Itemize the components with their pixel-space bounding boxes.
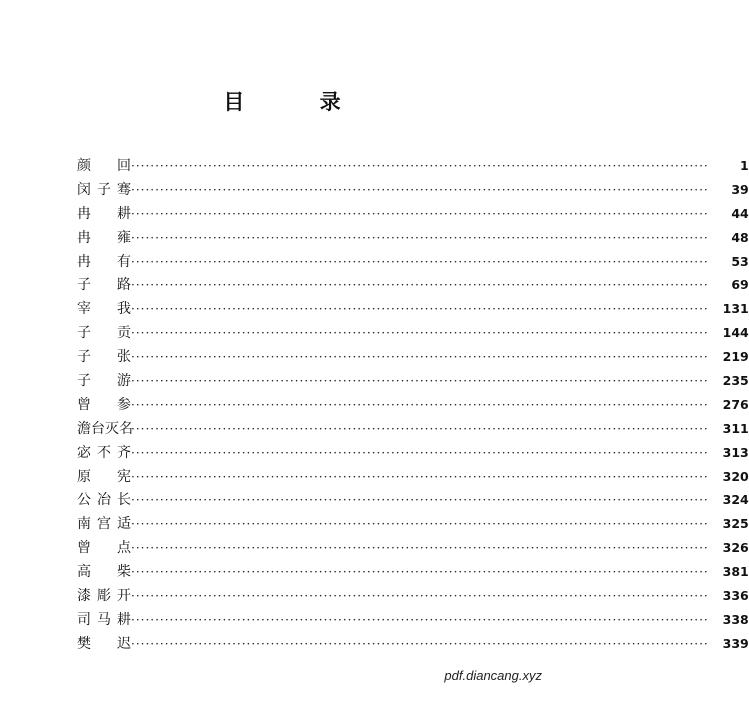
- table-of-contents: [77, 154, 749, 656]
- dot-leader: ························································································································: [131, 517, 709, 532]
- dot-leader: ························································································································: [131, 302, 709, 317]
- toc-entry-page: 381: [722, 564, 749, 580]
- dot-leader: ························································································································: [131, 374, 709, 389]
- toc-entry-page: 48: [731, 229, 749, 245]
- toc-entry-name-char: 点: [117, 540, 131, 557]
- toc-entry: [77, 273, 749, 297]
- toc-entry-name: [77, 609, 131, 633]
- toc-entry-name: [77, 561, 131, 585]
- dot-leader: ························································································································: [131, 397, 709, 412]
- toc-entry: [77, 512, 749, 536]
- toc-entry: [77, 417, 749, 441]
- toc-entry-name-char: 曾: [77, 540, 91, 557]
- toc-entry: [77, 202, 749, 226]
- dot-leader: ························································································································: [131, 493, 709, 508]
- toc-entry-page: 69: [731, 277, 749, 293]
- dot-leader: ························································································································: [131, 182, 709, 197]
- toc-entry-name: [77, 179, 131, 203]
- toc-entry-page: 313: [722, 444, 749, 460]
- toc-entry-name-char: 宪: [117, 468, 131, 485]
- toc-entry: [77, 178, 749, 202]
- toc-entry-name: [77, 346, 131, 370]
- toc-entry-name: [77, 489, 131, 513]
- toc-entry-page: 44: [731, 205, 749, 221]
- toc-entry-name-char: 回: [117, 158, 131, 174]
- toc-entry-page: 276: [722, 396, 749, 412]
- toc-entry-name-char: 漆: [77, 588, 91, 605]
- dot-leader: ························································································································: [131, 206, 709, 221]
- toc-entry: [77, 321, 749, 345]
- toc-entry-name: [77, 370, 131, 394]
- toc-entry-name-char: 长: [117, 492, 131, 509]
- toc-entry: [77, 488, 749, 512]
- dot-leader: ························································································································: [131, 421, 709, 436]
- toc-entry-name-char: 颜: [77, 158, 91, 174]
- toc-entry-name-char: 南: [77, 516, 91, 533]
- toc-entry-name-char: 宓: [77, 444, 91, 461]
- toc-entry-name-char: 有: [117, 253, 131, 270]
- toc-entry: [77, 536, 749, 560]
- toc-entry-page: 325: [722, 516, 749, 532]
- toc-entry: [77, 632, 749, 656]
- dot-leader: ························································································································: [131, 469, 709, 484]
- toc-entry-name: [77, 585, 131, 609]
- toc-entry-name-char: 不: [97, 444, 111, 461]
- toc-entry-name: [77, 394, 131, 418]
- source-watermark: pdf.diancang.xyz: [444, 668, 542, 683]
- dot-leader: ························································································································: [131, 589, 709, 604]
- toc-entry-name-char: 雍: [117, 229, 131, 246]
- toc-entry-name-char: 冉: [77, 253, 91, 270]
- toc-entry-name: [77, 155, 131, 179]
- toc-entry-page: 39: [731, 181, 749, 197]
- dot-leader: ························································································································: [131, 541, 709, 556]
- toc-entry-name: [77, 633, 131, 657]
- toc-entry-page: 1: [740, 158, 749, 173]
- toc-entry-name-char: 齐: [117, 444, 131, 461]
- toc-entry-name: [77, 251, 131, 275]
- toc-entry-name-char: 路: [117, 277, 131, 294]
- toc-entry-name-char: 彫: [97, 588, 111, 605]
- toc-entry-name: [77, 298, 131, 322]
- toc-entry-page: 324: [722, 492, 749, 508]
- dot-leader: ························································································································: [131, 230, 709, 245]
- toc-entry-page: 336: [722, 588, 749, 604]
- toc-entry-name-char: 耕: [117, 205, 131, 222]
- toc-entry-name-char: 高: [77, 564, 91, 581]
- toc-entry-name-char: 子: [77, 373, 91, 390]
- toc-entry-name-char: 名: [119, 420, 133, 437]
- toc-entry: [77, 345, 749, 369]
- toc-entry-name: [77, 227, 131, 251]
- dot-leader: ························································································································: [131, 159, 709, 173]
- toc-entry-name-char: 子: [97, 181, 111, 198]
- toc-entry-name-char: 骞: [117, 181, 131, 198]
- toc-entry-page: 338: [722, 611, 749, 627]
- dot-leader: ························································································································: [131, 326, 709, 341]
- toc-entry-name-char: 宫: [97, 516, 111, 533]
- toc-entry-name-char: 冶: [97, 492, 111, 509]
- toc-entry: [77, 560, 749, 584]
- toc-entry-name-char: 我: [117, 301, 131, 318]
- toc-entry-name: [77, 418, 131, 442]
- toc-entry-name: [77, 442, 131, 466]
- toc-entry: [77, 154, 749, 178]
- toc-entry-name: [77, 203, 131, 227]
- toc-entry-name-char: 参: [117, 396, 131, 413]
- toc-entry-name-char: 耕: [117, 611, 131, 628]
- dot-leader: ························································································································: [131, 636, 709, 651]
- toc-entry-page: 320: [722, 468, 749, 484]
- dot-leader: ························································································································: [131, 612, 709, 627]
- toc-entry: [77, 608, 749, 632]
- toc-entry-page: 131: [722, 301, 749, 317]
- toc-entry-name: [77, 513, 131, 537]
- toc-entry: [77, 393, 749, 417]
- toc-entry: [77, 297, 749, 321]
- dot-leader: ························································································································: [131, 278, 709, 293]
- toc-entry-name-char: 台: [91, 420, 105, 437]
- toc-entry-page: 144: [722, 325, 749, 341]
- toc-entry-name-char: 子: [77, 349, 91, 366]
- toc-entry-name-char: 冉: [77, 205, 91, 222]
- toc-entry-name-char: 子: [77, 277, 91, 294]
- toc-entry-page: 219: [722, 349, 749, 365]
- toc-entry-name-char: 适: [117, 516, 131, 533]
- dot-leader: ························································································································: [131, 350, 709, 365]
- toc-entry-name-char: 开: [117, 588, 131, 605]
- toc-entry: [77, 250, 749, 274]
- page-title: 目 录: [223, 89, 375, 114]
- toc-entry-page: 339: [722, 635, 749, 651]
- toc-entry-name: [77, 537, 131, 561]
- toc-entry-page: 311: [722, 420, 749, 436]
- toc-entry-name-char: 冉: [77, 229, 91, 246]
- toc-entry-name-char: 贡: [117, 325, 131, 342]
- toc-entry-name-char: 迟: [117, 635, 131, 652]
- dot-leader: ························································································································: [131, 565, 709, 580]
- toc-entry-name-char: 游: [117, 373, 131, 390]
- toc-entry-name-char: 闵: [77, 181, 91, 198]
- dot-leader: ························································································································: [131, 254, 709, 269]
- toc-entry-name-char: 澹: [77, 420, 91, 437]
- toc-entry-name-char: 司: [77, 611, 91, 628]
- toc-entry: [77, 369, 749, 393]
- toc-entry-name-char: 灭: [105, 420, 119, 437]
- toc-entry-name-char: 宰: [77, 301, 91, 318]
- toc-entry-name-char: 子: [77, 325, 91, 342]
- toc-entry-name: [77, 466, 131, 490]
- toc-entry-name-char: 张: [117, 349, 131, 366]
- toc-entry-name-char: 曾: [77, 396, 91, 413]
- toc-entry-name-char: 樊: [77, 635, 91, 652]
- toc-entry: [77, 226, 749, 250]
- toc-entry: [77, 441, 749, 465]
- toc-entry-name: [77, 322, 131, 346]
- toc-entry-name-char: 公: [77, 492, 91, 509]
- toc-entry-page: 235: [722, 373, 749, 389]
- toc-entry-page: 326: [722, 540, 749, 556]
- dot-leader: ························································································································: [131, 445, 709, 460]
- toc-entry: [77, 584, 749, 608]
- toc-entry-name-char: 原: [77, 468, 91, 485]
- toc-entry-name-char: 马: [97, 611, 111, 628]
- toc-entry: [77, 465, 749, 489]
- toc-entry-name-char: 柴: [117, 564, 131, 581]
- toc-entry-name: [77, 274, 131, 298]
- toc-entry-page: 53: [731, 253, 749, 269]
